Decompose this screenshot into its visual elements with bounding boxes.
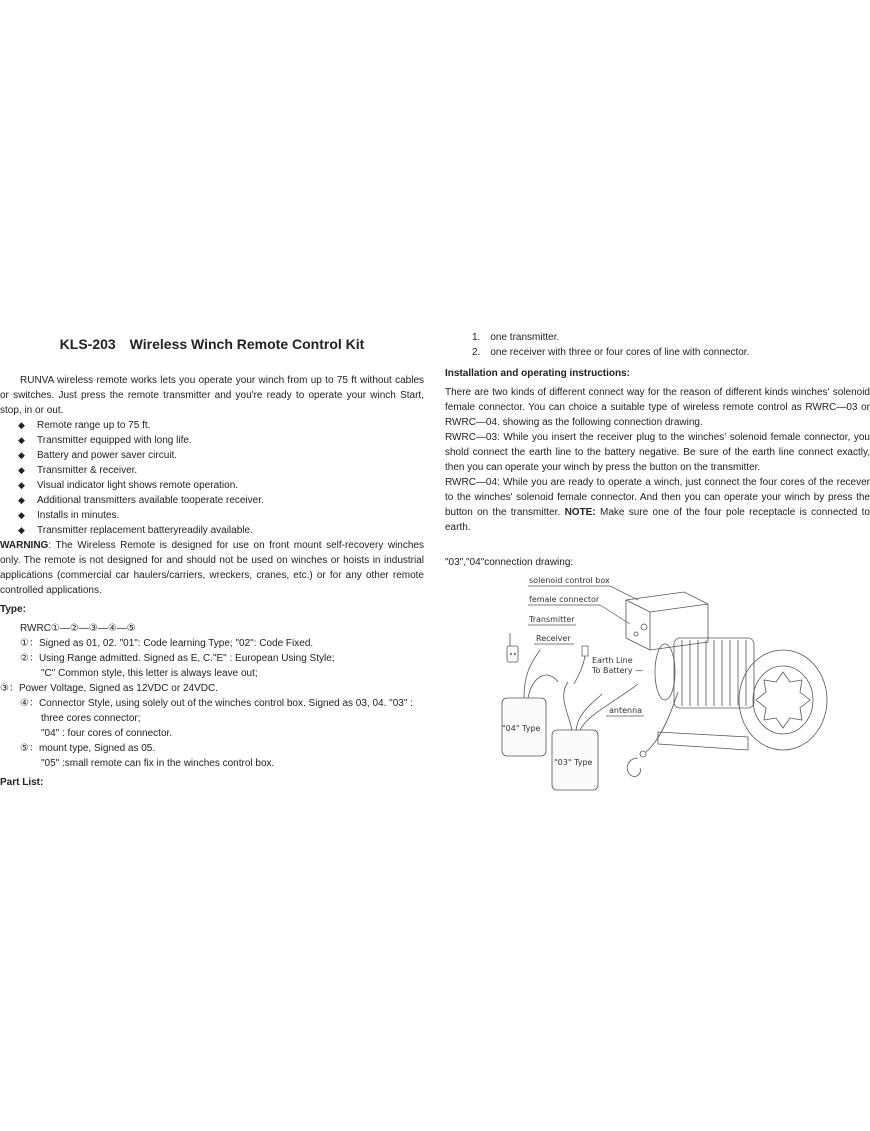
intro-paragraph: RUNVA wireless remote works lets you operate your winch from up to 75 ft without cables or switches. Just press the remote transmitter and you're ready to operate your winch Start, stop, in or out. bbox=[0, 375, 424, 416]
list-item: ◆ Remote range up to 75 ft. bbox=[18, 420, 151, 431]
diamond-bullet-icon: ◆ bbox=[18, 450, 25, 460]
type-code: RWRC①—②—③—④—⑤ bbox=[20, 623, 136, 634]
label-female-connector: female connector bbox=[529, 595, 600, 604]
list-item: ◆ Transmitter replacement batteryreadily available. bbox=[18, 525, 253, 536]
type-line-4c: "04" : four cores of connector. bbox=[41, 728, 173, 739]
diamond-bullet-icon: ◆ bbox=[18, 435, 25, 445]
type-line-2b: "C" Common style, this letter is always leave out; bbox=[41, 668, 258, 679]
document-title: KLS-203 Wireless Winch Remote Control Kit bbox=[59, 336, 365, 352]
warning-label: WARNING bbox=[0, 540, 49, 551]
type-line-1: ①：Signed as 01, 02. "01": Code learning Type; "02": Code Fixed. bbox=[20, 638, 314, 649]
type-heading: Type: bbox=[0, 604, 26, 615]
part-list bbox=[445, 330, 870, 360]
label-to-battery: To Battery — bbox=[592, 666, 644, 675]
list-item: ◆ Installs in minutes. bbox=[18, 510, 120, 521]
diamond-bullet-icon: ◆ bbox=[18, 495, 25, 505]
install-paragraph-3: RWRC—04: While you are ready to operate a winch, just connect the four cores of the recever to the winches' solenoid female connector. And then you can operate your winch by press the button on the transmitter. NOTE: Make sure one of the four pole receptacle is connected to earth. bbox=[445, 477, 870, 533]
receiver-04-icon bbox=[502, 650, 558, 756]
label-antenna: antenna bbox=[609, 706, 643, 715]
diamond-bullet-icon: ◆ bbox=[18, 465, 25, 475]
label-receiver: Receiver bbox=[536, 634, 571, 643]
warning-paragraph bbox=[0, 538, 424, 598]
install-heading: Installation and operating instructions: bbox=[445, 368, 631, 379]
winch-icon bbox=[626, 592, 827, 776]
diamond-bullet-icon: ◆ bbox=[18, 525, 25, 535]
diamond-bullet-icon: ◆ bbox=[18, 420, 25, 430]
part-list-heading: Part List: bbox=[0, 777, 44, 788]
label-earth-line: Earth Line bbox=[592, 656, 633, 665]
install-paragraph-1: There are two kinds of different connect way for the reason of different kinds winches' solenoid female connector. You can choice a suitable type of wireless remote control as RWRC—03 or RWRC—04. showing as the following connection drawing. bbox=[445, 387, 870, 428]
list-item: 1. one transmitter. bbox=[472, 332, 560, 343]
type-line-3: ③：Power Voltage, Signed as 12VDC or 24VDC. bbox=[0, 683, 218, 694]
right-column bbox=[445, 330, 870, 570]
label-transmitter: Transmitter bbox=[529, 615, 575, 624]
list-item: ◆ Transmitter equipped with long life. bbox=[18, 435, 192, 446]
connection-drawing bbox=[498, 572, 830, 794]
label-solenoid: solenoid control box bbox=[529, 576, 610, 585]
type-line-5: ⑤：mount type, Signed as 05. bbox=[20, 743, 156, 754]
type-line-4: ④：Connector Style, using solely out of the winches control box. Signed as 03, 04. "03" : bbox=[20, 698, 413, 709]
label-03-type: "03" Type bbox=[554, 758, 593, 767]
type-line-5b: "05" :small remote can fix in the winches control box. bbox=[41, 758, 275, 769]
drawing-caption: "03","04"connection drawing: bbox=[445, 557, 574, 568]
type-line-4b: three cores connector; bbox=[41, 713, 141, 724]
diamond-bullet-icon: ◆ bbox=[18, 480, 25, 490]
transmitter-icon bbox=[507, 633, 518, 662]
list-item: ◆ Transmitter & receiver. bbox=[18, 465, 138, 476]
label-04-type: "04" Type bbox=[502, 724, 541, 733]
warning-text: : The Wireless Remote is designed for use on front mount self-recovery winches only. The remote is not designed for and should not be used on winches or hoists in industrial applications (commercial car haulers/carriers, wreckers, cranes, etc.) or for any other remote controlled applications. bbox=[0, 540, 424, 596]
list-item: ◆ Additional transmitters available tooperate receiver. bbox=[18, 495, 264, 506]
list-item: ◆ Battery and power saver circuit. bbox=[18, 450, 178, 461]
feature-list bbox=[0, 418, 424, 538]
diamond-bullet-icon: ◆ bbox=[18, 510, 25, 520]
type-line-2: ②：Using Range admitted. Signed as E, C."E" : European Using Style; bbox=[20, 653, 335, 664]
left-column bbox=[0, 335, 424, 794]
install-paragraph-2: RWRC—03: While you insert the receiver plug to the winches' solenoid female connector, you shold connect the earth line to the battery negative. Be sure of the earth line connect exactly, then you can operate your winch by press the button on the transmitter. bbox=[445, 432, 870, 473]
list-item: ◆ Visual indicator light shows remote operation. bbox=[18, 480, 239, 491]
list-item: 2. one receiver with three or four cores of line with connector. bbox=[472, 347, 750, 358]
note-label: NOTE: bbox=[564, 507, 596, 518]
